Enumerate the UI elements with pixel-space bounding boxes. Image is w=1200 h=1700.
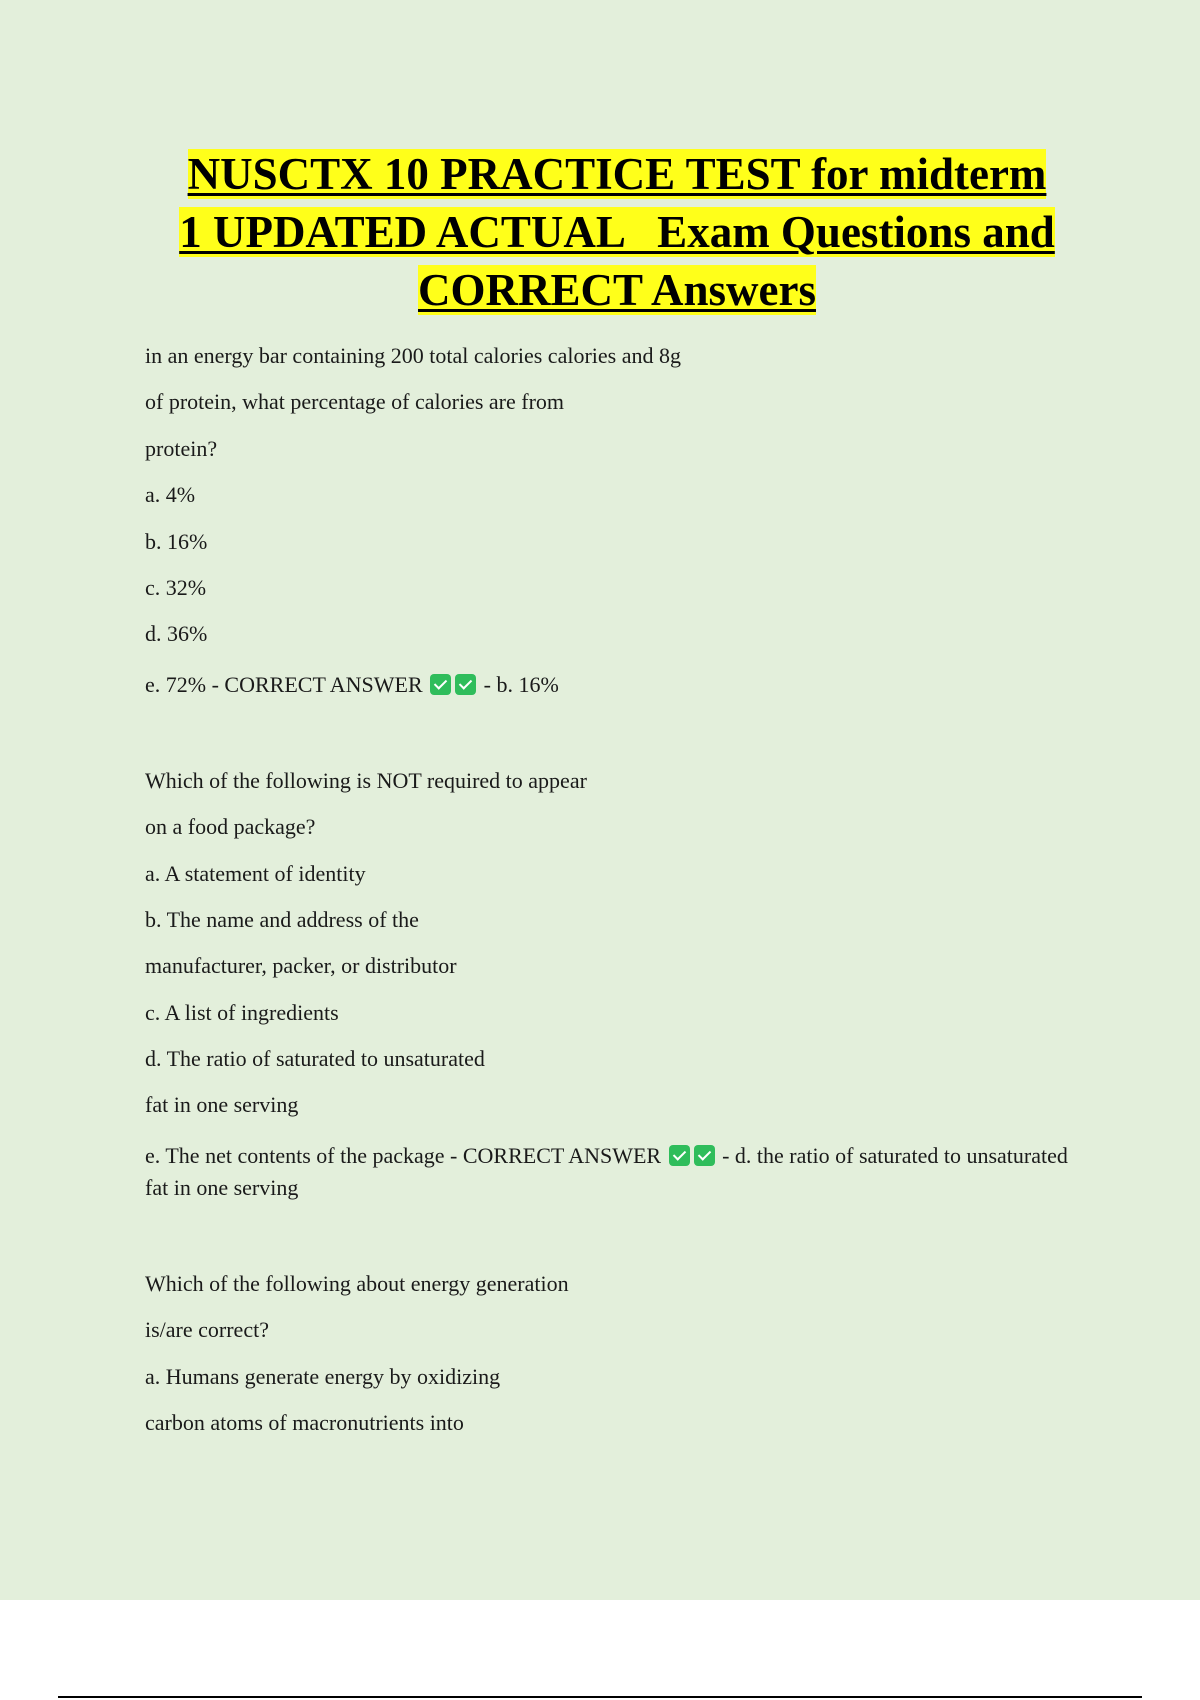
question-text: Which of the following about energy generation (145, 1270, 569, 1296)
spacer (145, 701, 1095, 763)
option-c: c. A list of ingredients (145, 999, 339, 1025)
option-d: d. The ratio of saturated to unsaturated (145, 1046, 485, 1072)
correct-answer: - d. the ratio of saturated to unsaturated fat in one serving (145, 1142, 1068, 1200)
question-text: of protein, what percentage of calories are from (145, 389, 565, 415)
option-c: c. 32% (145, 574, 207, 600)
green-checkmark-icon (430, 674, 451, 695)
document-body (145, 338, 1095, 1451)
answer-line (145, 669, 1095, 701)
correct-answer: - b. 16% (483, 671, 559, 697)
question-text: protein? (145, 435, 218, 461)
option-d-continued: fat in one serving (145, 1092, 299, 1118)
green-checkmark-icon (455, 674, 476, 695)
option-d: d. 36% (145, 621, 208, 647)
question-text: on a food package? (145, 814, 316, 840)
answer-line (145, 1140, 1095, 1204)
footer-rule (58, 1696, 1142, 1698)
document-title (120, 145, 1114, 319)
question-text: is/are correct? (145, 1317, 269, 1343)
option-a-continued: carbon atoms of macronutrients into (145, 1410, 464, 1436)
option-b: b. The name and address of the (145, 906, 419, 932)
green-checkmark-icon (669, 1145, 690, 1166)
spacer (145, 1204, 1095, 1266)
answer-prefix: e. 72% - CORRECT ANSWER (145, 671, 423, 697)
answer-prefix: e. The net contents of the package - CORRECT ANSWER (145, 1142, 662, 1168)
question-1 (145, 338, 1095, 701)
question-3 (145, 1266, 1095, 1452)
question-2 (145, 763, 1095, 1204)
green-checkmark-icon (694, 1145, 715, 1166)
option-a: a. Humans generate energy by oxidizing (145, 1363, 501, 1389)
question-text: in an energy bar containing 200 total calories calories and 8g (145, 343, 681, 368)
option-a: a. 4% (145, 482, 196, 508)
option-a: a. A statement of identity (145, 860, 366, 886)
option-b: b. 16% (145, 528, 208, 554)
title-line-1: NUSCTX 10 PRACTICE TEST for midterm (187, 149, 1047, 199)
option-b-continued: manufacturer, packer, or distributor (145, 953, 457, 979)
title-line-2: 1 UPDATED ACTUAL Exam Questions and (179, 207, 1055, 257)
title-line-3: CORRECT Answers (418, 265, 816, 315)
question-text: Which of the following is NOT required to appear (145, 767, 587, 793)
